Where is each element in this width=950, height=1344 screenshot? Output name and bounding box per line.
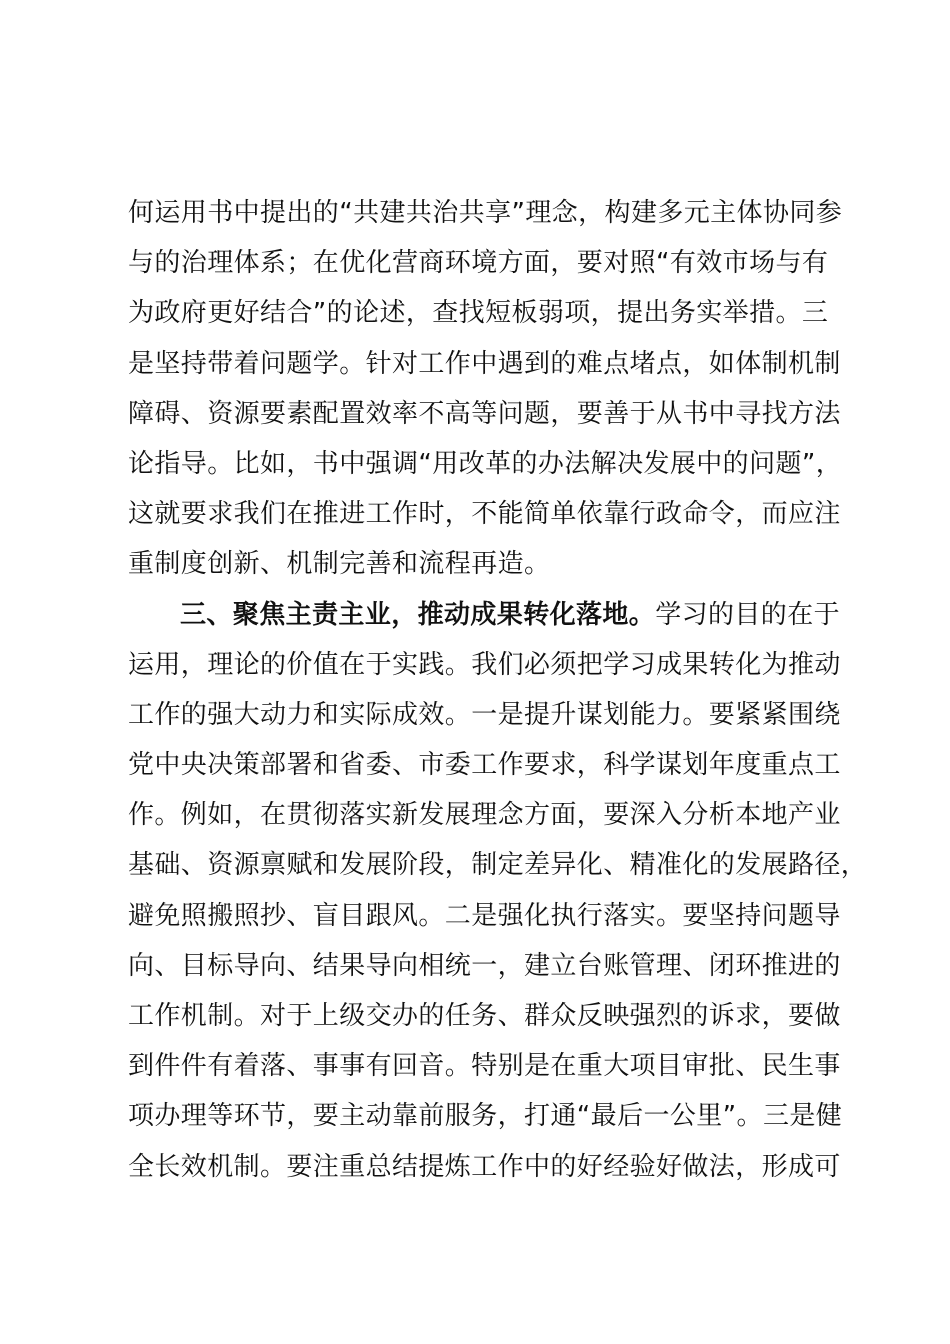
text-line: 向、目标导向、结果导向相统一，建立台账管理、闭环推进的	[128, 950, 841, 981]
text-line: 运用，理论的价值在于实践。我们必须把学习成果转化为推动	[128, 649, 841, 680]
text-line: 避免照搬照抄、盲目跟风。二是强化执行落实。要坚持问题导	[128, 900, 841, 931]
text-line: 这就要求我们在推进工作时，不能简单依靠行政命令，而应注	[128, 499, 841, 530]
text-line: 到件件有着落、事事有回音。特别是在重大项目审批、民生事	[128, 1051, 841, 1082]
text-line: 是坚持带着问题学。针对工作中遇到的难点堵点，如体制机制	[128, 348, 841, 379]
paragraph-2	[128, 598, 868, 1200]
text-line: 为政府更好结合”的论述，查找短板弱项，提出务实举措。三	[128, 298, 829, 329]
text-line: 与的治理体系；在优化营商环境方面，要对照“有效市场与有	[128, 248, 829, 279]
text-line: 论指导。比如，书中强调“用改革的办法解决发展中的问题”，	[128, 448, 843, 479]
text-line: 工作机制。对于上级交办的任务、群众反映强烈的诉求，要做	[128, 1001, 841, 1031]
paragraph-1	[128, 196, 843, 598]
text-line: 重制度创新、机制完善和流程再造。	[128, 549, 551, 580]
text-line: 工作的强大动力和实际成效。一是提升谋划能力。要紧紧围绕	[128, 699, 841, 730]
text-line: 作。例如，在贯彻落实新发展理念方面，要深入分析本地产业	[128, 800, 841, 831]
text-line: 全长效机制。要注重总结提炼工作中的好经验好做法，形成可	[128, 1151, 841, 1182]
text-line: 基础、资源禀赋和发展阶段，制定差异化、精准化的发展路径，	[128, 850, 868, 881]
text-line: 党中央决策部署和省委、市委工作要求，科学谋划年度重点工	[128, 750, 841, 781]
text-line: 项办理等环节，要主动靠前服务，打通“最后一公里”。三是健	[128, 1101, 843, 1132]
section-heading: 三、聚焦主责主业，推动成果转化落地。	[180, 599, 656, 630]
document-page	[128, 196, 868, 1200]
text-line: 何运用书中提出的“共建共治共享”理念，构建多元主体协同参	[128, 198, 843, 228]
text-line	[128, 598, 841, 648]
text-line: 障碍、资源要素配置效率不高等问题，要善于从书中寻找方法	[128, 398, 841, 429]
text-span: 学习的目的在于	[655, 599, 841, 630]
